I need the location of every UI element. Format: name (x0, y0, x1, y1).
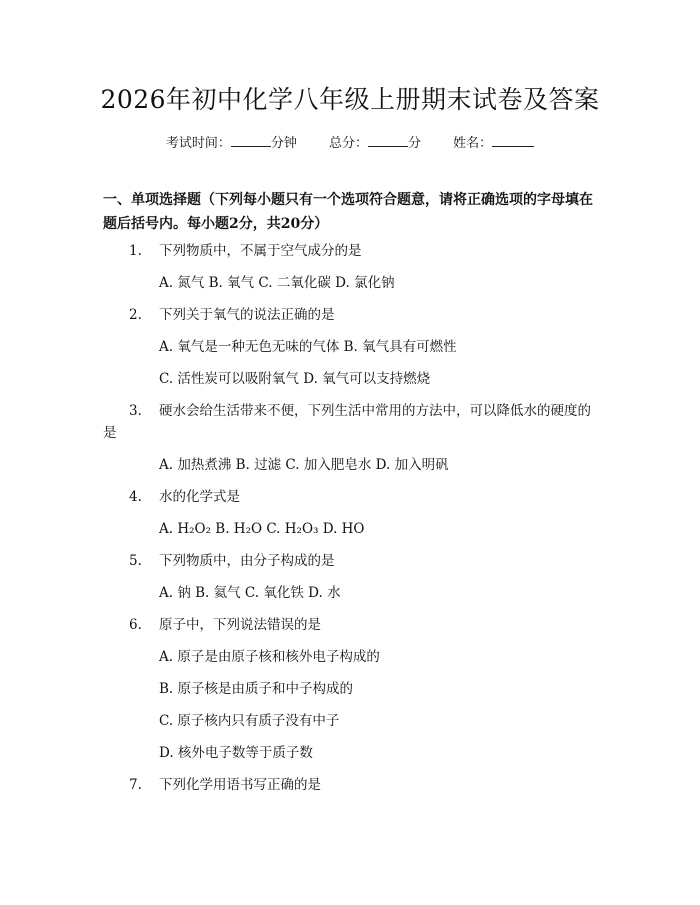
score-blank[interactable] (368, 134, 408, 147)
option-line (103, 368, 595, 400)
question-stem: 下列化学用语书写正确的是 (159, 777, 321, 793)
question-number: 2. (129, 307, 142, 323)
option-line (103, 582, 595, 614)
option-text: D. 核外电子数等于质子数 (159, 745, 313, 761)
name-field (453, 132, 534, 151)
score-label: 总分： (328, 136, 368, 151)
option-line (103, 518, 595, 550)
score-unit: 分 (408, 136, 422, 151)
option-text: A. 钠 B. 氦气 C. 氧化铁 D. 水 (159, 585, 341, 601)
option-text: A. 氮气 B. 氧气 C. 二氧化碳 D. 氯化钠 (159, 275, 395, 291)
question-6 (103, 614, 595, 646)
question-4 (103, 486, 595, 518)
question-1 (103, 240, 595, 272)
page-title: 2026年初中化学八年级上册期末试卷及答案 (100, 85, 600, 114)
question-stem: 下列物质中，由分子构成的是 (159, 553, 335, 569)
name-blank[interactable] (492, 134, 534, 147)
question-stem-continued: 是 (103, 425, 117, 441)
option-text: A. H₂O₂ B. H₂O C. H₂O₃ D. HO (159, 521, 365, 537)
question-number: 7. (129, 777, 142, 793)
question-stem: 下列关于氧气的说法正确的是 (159, 307, 335, 323)
option-line (103, 742, 595, 774)
section-heading-line1: 一、单项选择题（下列每小题只有一个选项符合题意，请将正确选项的字母填在 (103, 192, 593, 208)
option-line (103, 678, 595, 710)
option-text: A. 原子是由原子核和核外电子构成的 (159, 649, 380, 665)
time-field (166, 132, 297, 151)
question-number: 3. (129, 403, 142, 419)
option-line (103, 710, 595, 742)
question-stem: 水的化学式是 (159, 489, 240, 505)
option-line (103, 272, 595, 304)
section-heading (103, 188, 595, 236)
question-number: 4. (129, 489, 142, 505)
option-text: A. 氧气是一种无色无味的气体 B. 氧气具有可燃性 (159, 339, 457, 355)
question-stem: 硬水会给生活带来不便，下列生活中常用的方法中，可以降低水的硬度的 (159, 403, 591, 419)
option-text: A. 加热煮沸 B. 过滤 C. 加入肥皂水 D. 加入明矾 (159, 457, 449, 473)
option-line (103, 454, 595, 486)
question-list (103, 240, 595, 806)
exam-meta (0, 132, 700, 151)
question-7 (103, 774, 595, 806)
question-2 (103, 304, 595, 336)
question-number: 1. (129, 243, 142, 259)
question-3 (103, 400, 595, 454)
question-number: 6. (129, 617, 142, 633)
question-stem: 原子中，下列说法错误的是 (159, 617, 321, 633)
section-heading-line2: 题后括号内。每小题2分，共20分） (103, 216, 329, 232)
time-label: 考试时间： (165, 136, 231, 151)
option-line (103, 646, 595, 678)
score-field (329, 132, 421, 151)
question-number: 5. (129, 553, 142, 569)
question-5 (103, 550, 595, 582)
option-line (103, 336, 595, 368)
question-stem: 下列物质中，不属于空气成分的是 (159, 243, 362, 259)
option-text: C. 原子核内只有质子没有中子 (159, 713, 340, 729)
option-text: C. 活性炭可以吸附氧气 D. 氧气可以支持燃烧 (159, 371, 431, 387)
time-unit: 分钟 (270, 136, 297, 151)
name-label: 姓名： (453, 136, 493, 151)
time-blank[interactable] (231, 134, 271, 147)
option-text: B. 原子核是由质子和中子构成的 (159, 681, 354, 697)
